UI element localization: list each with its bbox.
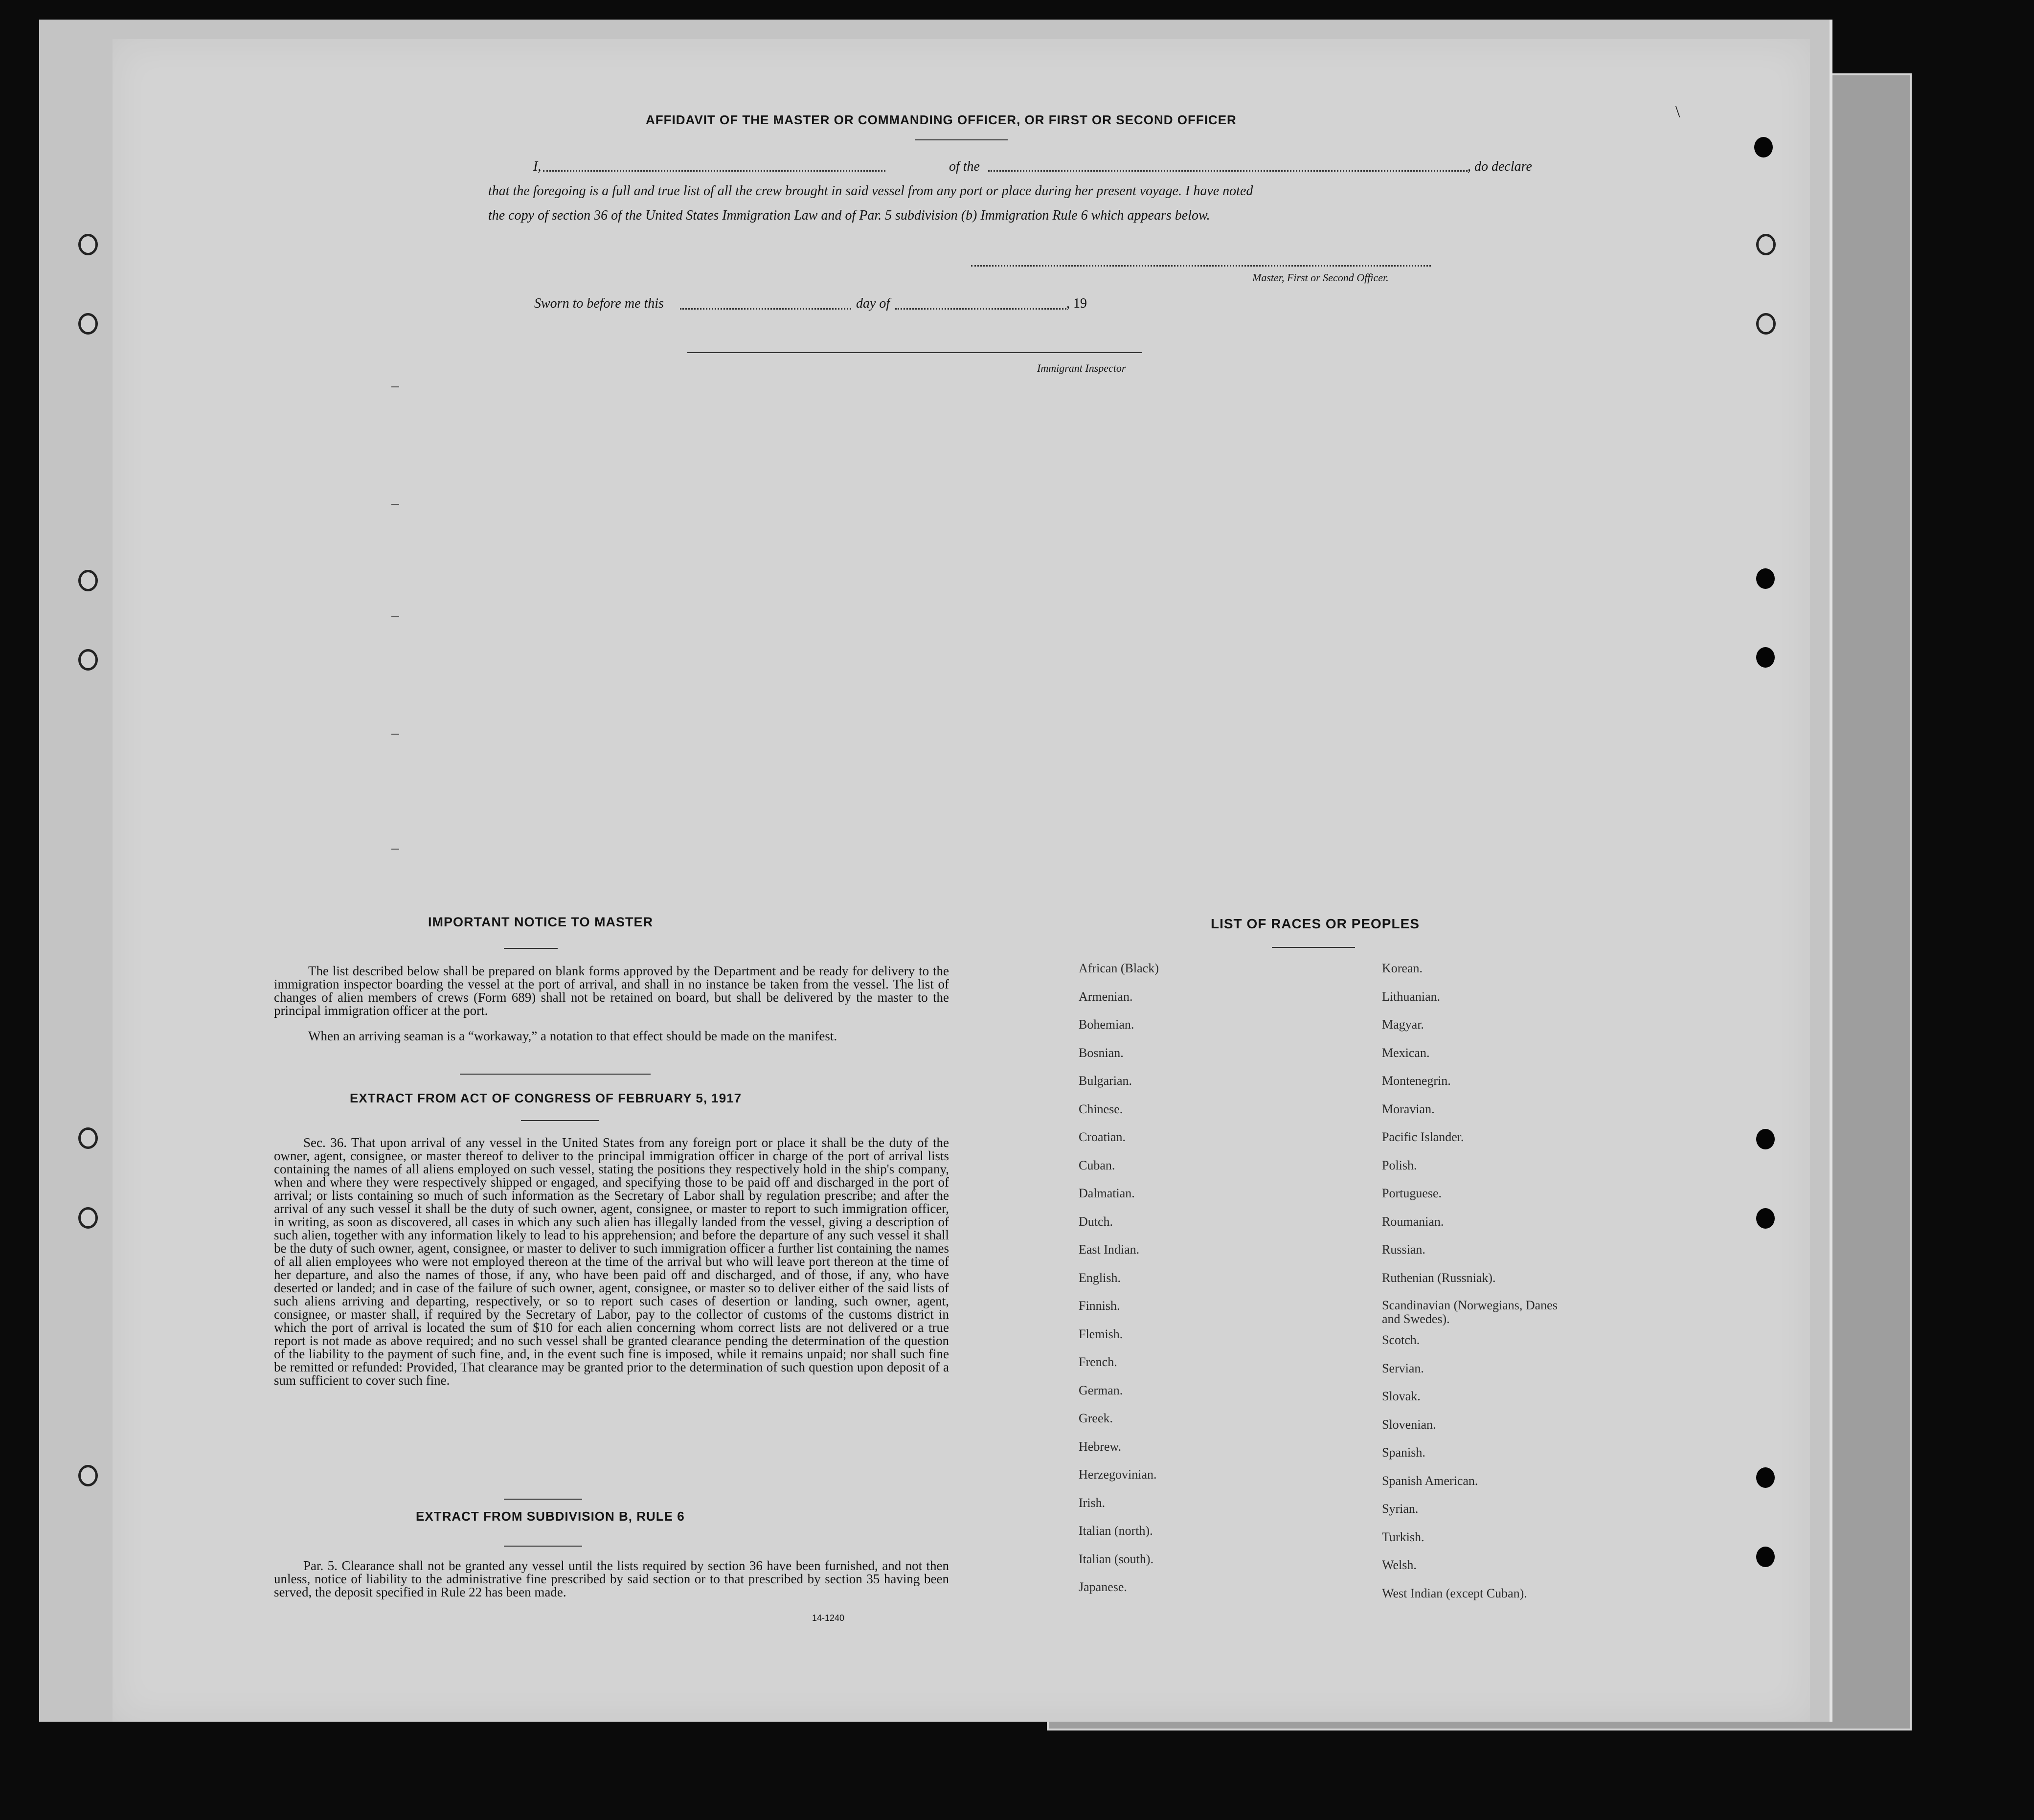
race-item: Lithuanian. xyxy=(1382,989,1441,1004)
form-number: 14-1240 xyxy=(812,1613,845,1623)
race-item: Slovak. xyxy=(1382,1389,1421,1403)
race-item: Bohemian. xyxy=(1079,1017,1134,1032)
race-item: Japanese. xyxy=(1079,1580,1127,1594)
punch-hole xyxy=(1756,234,1776,255)
punch-hole xyxy=(78,649,98,671)
extract-rule-rule xyxy=(504,1546,582,1547)
race-item: Spanish. xyxy=(1382,1445,1425,1460)
race-item: Ruthenian (Russniak). xyxy=(1382,1270,1496,1285)
notice-paragraph-2: When an arriving seaman is a “workaway,” a notation to that effect should be made on the manifest. xyxy=(308,1029,837,1043)
race-item: Bulgarian. xyxy=(1079,1074,1132,1088)
race-item: Scotch. xyxy=(1382,1333,1420,1347)
master-signature-field[interactable] xyxy=(971,265,1431,267)
race-item: Welsh. xyxy=(1382,1558,1417,1572)
race-item: Cuban. xyxy=(1079,1158,1115,1172)
document-page xyxy=(113,39,1810,1722)
race-item: French. xyxy=(1079,1355,1117,1369)
race-item: Portuguese. xyxy=(1382,1186,1442,1200)
affidavit-i-label: I, xyxy=(533,159,542,174)
race-item: West Indian (except Cuban). xyxy=(1382,1586,1527,1600)
punch-hole xyxy=(78,313,98,335)
race-item: Korean. xyxy=(1382,961,1423,975)
punch-hole xyxy=(78,1207,98,1229)
day-of-label: day of xyxy=(856,296,890,311)
extract-rule-text: Par. 5. Clearance shall not be granted any vessel until the lists required by section 36 have been furnished, and not then unless, notice of liability to the administrative fine prescribed by said section or to that prescribed by section 35 having been served, the deposit specified in Rule 22 has been made. xyxy=(274,1558,949,1599)
notice-title: IMPORTANT NOTICE TO MASTER xyxy=(428,915,653,929)
inspector-signature-line[interactable] xyxy=(687,352,1142,353)
margin-dash xyxy=(391,504,399,505)
race-item: Herzegovinian. xyxy=(1079,1467,1157,1482)
race-item: Slovenian. xyxy=(1382,1417,1436,1432)
affidavit-do-declare: , do declare xyxy=(1468,159,1532,174)
punch-hole xyxy=(1756,313,1776,335)
punch-hole xyxy=(1756,1208,1775,1229)
punch-hole xyxy=(1756,1467,1775,1488)
race-item: Scandinavian (Norwegians, Danes and Swedes). xyxy=(1382,1298,1558,1326)
affidavit-title-rule xyxy=(915,139,1008,140)
affidavit-line-3: the copy of section 36 of the United States Immigration Law and of Par. 5 subdivision (b) Immigration Rule 6 which appears below. xyxy=(488,208,1210,223)
punch-hole xyxy=(1756,1547,1775,1567)
race-item: Syrian. xyxy=(1382,1502,1419,1516)
margin-mark: \ xyxy=(1675,103,1680,121)
race-item: Armenian. xyxy=(1079,989,1133,1004)
race-item: Spanish American. xyxy=(1382,1473,1478,1488)
sworn-day-field[interactable] xyxy=(680,308,851,310)
extract-rule-title: EXTRACT FROM SUBDIVISION B, RULE 6 xyxy=(416,1509,685,1524)
race-item: East Indian. xyxy=(1079,1242,1140,1257)
race-item: Pacific Islander. xyxy=(1382,1130,1464,1144)
punch-hole xyxy=(1756,1129,1775,1149)
race-item: Roumanian. xyxy=(1382,1214,1444,1229)
race-item: Dalmatian. xyxy=(1079,1186,1135,1200)
race-item: Montenegrin. xyxy=(1382,1074,1451,1088)
extract-act-text: Sec. 36. That upon arrival of any vessel in the United States from any foreign port or place it shall be the duty of the owner, agent, consignee, or master thereof to deliver to the principal immigration officer in charge of the port of arrival lists containing the names of all aliens employed on such vessel, stating the positions they respectively hold in the ship's company, when and where they were respectively shipped or engaged, and specifying those to be paid off and discharged in the port of arrival; or lists containing so much of such information as the Secretary of Labor shall by regulation prescribe; and after the arrival of any such vessel it shall be the duty of such owner, agent, consignee, or master to report to such immigration officer, in writing, as soon as discovered, all cases in which any such alien has illegally landed from the vessel, giving a description of such alien, together with any information likely to lead to his apprehension; and before the departure of any such vessel it shall be the duty of such owner, agent, consignee, or master to deliver to such immigration officer a further list containing the names of all alien employees who were not employed thereon at the time of the arrival but who will leave port thereon at the time of her departure, and also the names of those, if any, who have been paid off and discharged, and of those, if any, who have deserted or landed; and in case of the failure of such owner, agent, consignee, or master so to deliver either of the said lists of such aliens arriving and departing, respectively, or so to report such cases of desertion or landing, such owner, agent, consignee, or master shall, if required by the Secretary of Labor, pay to the collector of customs of the customs district in which the port of arrival is located the sum of $10 for each alien concerning whom correct lists are not delivered or a true report is not made as above required; and no such vessel shall be granted clearance pending the determination of the question of the liability to the payment of such fine, and, in the event such fine is imposed, while it remains unpaid; nor shall such fine be remitted or refunded: Provided, That clearance may be granted prior to the determination of such question upon deposit of a sum sufficient to cover such fine. xyxy=(274,1135,949,1388)
race-item: Mexican. xyxy=(1382,1045,1430,1060)
punch-hole xyxy=(78,1465,98,1486)
race-item: African (Black) xyxy=(1079,961,1159,975)
race-item: Finnish. xyxy=(1079,1299,1120,1313)
margin-dash xyxy=(391,386,399,387)
race-item: Dutch. xyxy=(1079,1214,1113,1229)
vessel-field[interactable] xyxy=(988,170,1468,172)
race-item: Moravian. xyxy=(1382,1101,1435,1116)
race-item: Magyar. xyxy=(1382,1017,1424,1032)
race-item: Italian (north). xyxy=(1079,1524,1153,1538)
extract-act-rule xyxy=(521,1120,599,1121)
section-divider-2 xyxy=(504,1499,582,1500)
punch-hole xyxy=(1756,647,1775,668)
sworn-month-field[interactable] xyxy=(895,308,1066,310)
notice-paragraph-1: The list described below shall be prepared on blank forms approved by the Department and be ready for delivery to the immigration inspector boarding the vessel at the port of arrival, and shall in no instance be taken from the vessel. The list of changes of alien members of crews (Form 689) shall not be retained on board, but shall be delivered by the master to the principal immigration officer at the port. xyxy=(274,964,949,1018)
punch-hole xyxy=(78,570,98,591)
race-item: Croatian. xyxy=(1079,1130,1126,1144)
extract-act-title: EXTRACT FROM ACT OF CONGRESS OF FEBRUARY 5, 1917 xyxy=(350,1091,742,1105)
race-item: German. xyxy=(1079,1383,1123,1397)
margin-dash xyxy=(391,849,399,850)
race-item: Greek. xyxy=(1079,1411,1113,1425)
sworn-label: Sworn to before me this xyxy=(534,296,664,311)
race-item: Bosnian. xyxy=(1079,1045,1124,1060)
race-item: Turkish. xyxy=(1382,1529,1424,1544)
race-item: Polish. xyxy=(1382,1158,1417,1172)
race-item: Servian. xyxy=(1382,1361,1424,1375)
race-item: Irish. xyxy=(1079,1495,1106,1510)
margin-dash xyxy=(391,734,399,735)
race-item: English. xyxy=(1079,1270,1121,1285)
punch-hole xyxy=(1754,137,1773,157)
race-item: Hebrew. xyxy=(1079,1439,1122,1454)
section-divider xyxy=(460,1074,651,1075)
race-item: Flemish. xyxy=(1079,1326,1123,1341)
notice-title-rule xyxy=(504,948,558,949)
race-item: Chinese. xyxy=(1079,1101,1123,1116)
master-signature-label: Master, First or Second Officer. xyxy=(1252,271,1389,284)
affidavit-of-the: of the xyxy=(949,159,980,174)
year-label: , 19 xyxy=(1066,296,1087,311)
race-item: Italian (south). xyxy=(1079,1551,1154,1566)
punch-hole xyxy=(78,234,98,255)
margin-dash xyxy=(391,616,399,617)
name-field[interactable] xyxy=(543,170,885,172)
punch-hole xyxy=(1756,568,1775,589)
race-item: Russian. xyxy=(1382,1242,1425,1257)
races-title: LIST OF RACES OR PEOPLES xyxy=(1211,916,1420,931)
races-title-rule xyxy=(1272,947,1355,948)
affidavit-title: AFFIDAVIT OF THE MASTER OR COMMANDING OFFICER, OR FIRST OR SECOND OFFICER xyxy=(646,112,1237,127)
punch-hole xyxy=(78,1127,98,1149)
inspector-label: Immigrant Inspector xyxy=(1037,362,1126,374)
affidavit-line-2: that the foregoing is a full and true list of all the crew brought in said vessel from any port or place during her present voyage. I have noted xyxy=(488,183,1253,199)
